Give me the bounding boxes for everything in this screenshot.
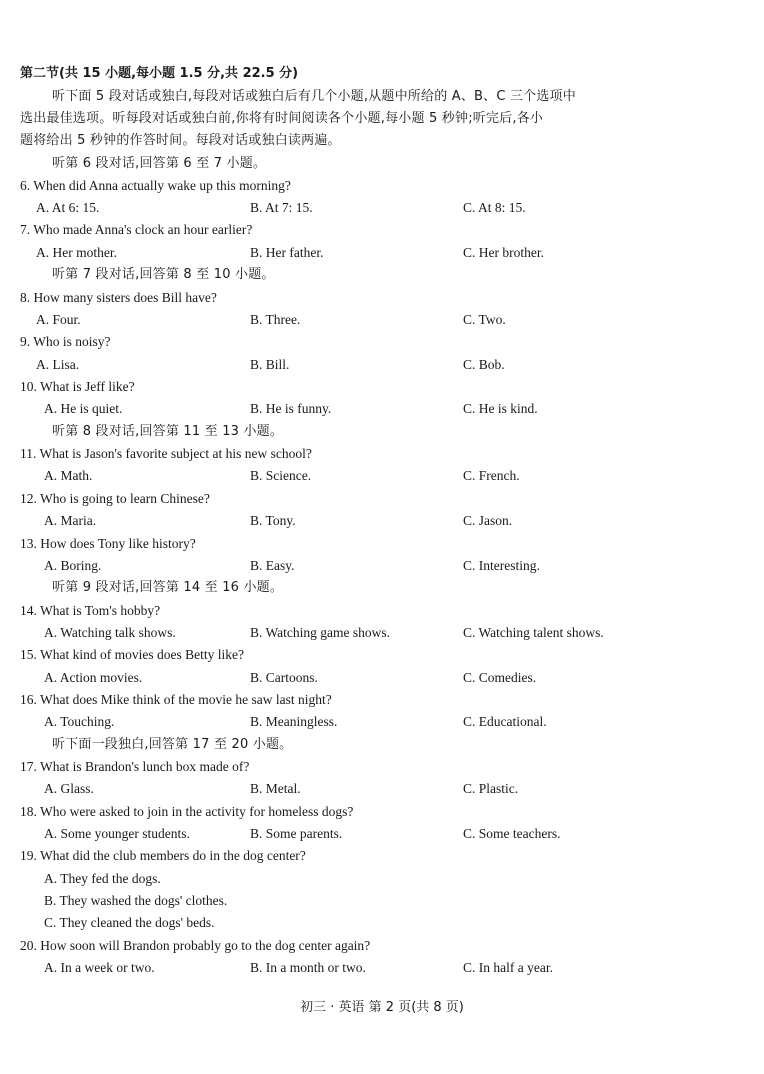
option-b: B. Three. (250, 312, 301, 327)
options-row (0, 778, 764, 800)
question-19: 19. What did the club members do in the dog center? (20, 848, 306, 863)
instruction-line: 听下面 5 段对话或独白,每段对话或独白后有几个小题,从题中所给的 A、B、C 三个选项中 (52, 89, 576, 104)
option-b: B. In a month or two. (250, 960, 366, 975)
question-16: 16. What does Mike think of the movie he saw last night? (20, 692, 332, 707)
question-6: 6. When did Anna actually wake up this morning? (20, 178, 291, 193)
option-c: C. Educational. (463, 714, 547, 729)
option-c: C. He is kind. (463, 401, 538, 416)
option-b: B. He is funny. (250, 401, 332, 416)
option-b: B. Bill. (250, 357, 290, 372)
option-b: B. Metal. (250, 781, 301, 796)
options-row (0, 197, 764, 219)
option-b: B. They washed the dogs' clothes. (44, 893, 228, 908)
section-header: 第二节(共 15 小题,每小题 1.5 分,共 22.5 分) (20, 66, 299, 81)
option-b: B. At 7: 15. (250, 200, 313, 215)
question-10: 10. What is Jeff like? (20, 379, 135, 394)
question-12: 12. Who is going to learn Chinese? (20, 491, 210, 506)
option-a: A. They fed the dogs. (44, 871, 161, 886)
options-row (0, 465, 764, 487)
question-18: 18. Who were asked to join in the activity for homeless dogs? (20, 804, 354, 819)
options-row (0, 622, 764, 644)
options-row (0, 711, 764, 733)
question-11: 11. What is Jason's favorite subject at his new school? (20, 446, 312, 461)
options-row (0, 823, 764, 845)
option-a: A. He is quiet. (44, 401, 123, 416)
option-a: A. Maria. (44, 513, 97, 528)
option-c: C. Her brother. (463, 245, 544, 260)
option-a: A. Four. (36, 312, 81, 327)
options-row (0, 667, 764, 689)
group-intro: 听第 6 段对话,回答第 6 至 7 小题。 (52, 156, 267, 171)
option-a: A. At 6: 15. (36, 200, 100, 215)
option-c: C. Two. (463, 312, 506, 327)
option-c: C. Plastic. (463, 781, 519, 796)
question-15: 15. What kind of movies does Betty like? (20, 647, 244, 662)
options-row (0, 242, 764, 264)
options-row (0, 957, 764, 979)
option-a: A. Touching. (44, 714, 115, 729)
option-b: B. Her father. (250, 245, 324, 260)
option-b: B. Easy. (250, 558, 295, 573)
option-a: A. Action movies. (44, 670, 143, 685)
option-c: C. French. (463, 468, 520, 483)
question-13: 13. How does Tony like history? (20, 536, 196, 551)
group-intro: 听下面一段独白,回答第 17 至 20 小题。 (52, 737, 293, 752)
option-b: B. Tony. (250, 513, 296, 528)
option-c: C. In half a year. (463, 960, 553, 975)
page-footer: 初三 · 英语 第 2 页(共 8 页) (300, 1000, 464, 1015)
options-row (0, 354, 764, 376)
options-row (0, 309, 764, 331)
option-b: B. Cartoons. (250, 670, 318, 685)
option-a: A. Some younger students. (44, 826, 190, 841)
option-a: A. Math. (44, 468, 93, 483)
options-row (0, 398, 764, 420)
option-a: A. Lisa. (36, 357, 80, 372)
option-a: A. Boring. (44, 558, 102, 573)
option-c: C. They cleaned the dogs' beds. (44, 915, 215, 930)
option-c: C. Watching talent shows. (463, 625, 604, 640)
option-b: B. Science. (250, 468, 312, 483)
question-14: 14. What is Tom's hobby? (20, 603, 161, 618)
option-c: C. At 8: 15. (463, 200, 526, 215)
option-b: B. Some parents. (250, 826, 343, 841)
instruction-line: 选出最佳选项。听每段对话或独白前,你将有时间阅读各个小题,每小题 5 秒钟;听完后,各小 (20, 111, 544, 126)
options-row (0, 555, 764, 577)
option-c: C. Some teachers. (463, 826, 561, 841)
instruction-line: 题将给出 5 秒钟的作答时间。每段对话或独白读两遍。 (20, 133, 341, 148)
question-20: 20. How soon will Brandon probably go to the dog center again? (20, 938, 371, 953)
option-a: A. Watching talk shows. (44, 625, 176, 640)
option-b: B. Meaningless. (250, 714, 338, 729)
options-row (0, 510, 764, 532)
group-intro: 听第 8 段对话,回答第 11 至 13 小题。 (52, 424, 284, 439)
question-8: 8. How many sisters does Bill have? (20, 290, 217, 305)
option-a: A. Glass. (44, 781, 94, 796)
question-7: 7. Who made Anna's clock an hour earlier? (20, 222, 253, 237)
option-a: A. Her mother. (36, 245, 117, 260)
option-c: C. Interesting. (463, 558, 540, 573)
option-c: C. Jason. (463, 513, 513, 528)
group-intro: 听第 9 段对话,回答第 14 至 16 小题。 (52, 580, 284, 595)
question-17: 17. What is Brandon's lunch box made of? (20, 759, 250, 774)
question-9: 9. Who is noisy? (20, 334, 111, 349)
option-c: C. Comedies. (463, 670, 537, 685)
option-c: C. Bob. (463, 357, 505, 372)
group-intro: 听第 7 段对话,回答第 8 至 10 小题。 (52, 267, 275, 282)
option-b: B. Watching game shows. (250, 625, 391, 640)
option-a: A. In a week or two. (44, 960, 155, 975)
